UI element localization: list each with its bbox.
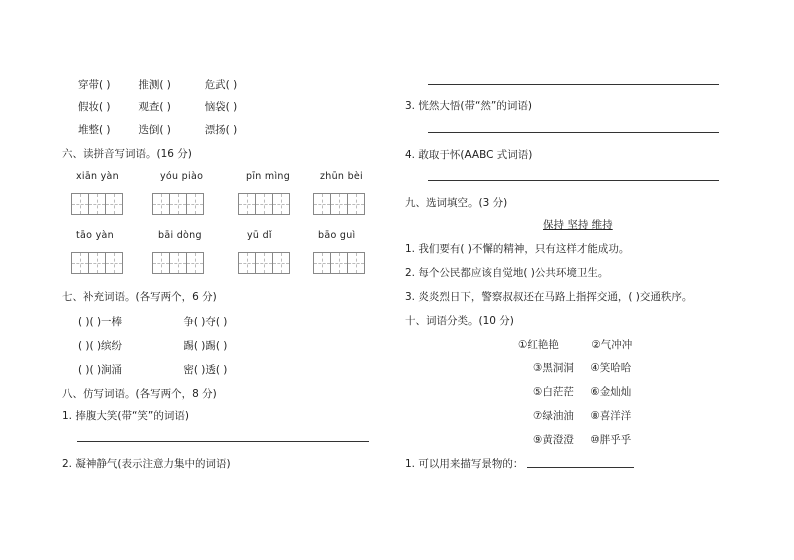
question-8-2: 2. 凝神静气(表示注意力集中的词语) xyxy=(62,458,231,470)
fill-row-1 xyxy=(78,314,227,329)
answer-line[interactable] xyxy=(527,467,634,468)
word-item: ③黑洞洞 xyxy=(533,362,574,374)
writing-grid[interactable] xyxy=(238,193,289,215)
answer-line[interactable] xyxy=(428,132,719,133)
fill-row-3 xyxy=(78,362,227,377)
pair-row-2 xyxy=(78,99,237,114)
section10-title: 十、词语分类。(10 分) xyxy=(405,315,514,327)
fill-item: ( )( )一棒 xyxy=(78,316,123,328)
writing-grid[interactable] xyxy=(313,193,364,215)
pinyin-label: bāi dòng xyxy=(158,230,202,241)
word-row xyxy=(533,384,631,399)
question-8-1: 1. 捧腹大笑(带“笑”的词语) xyxy=(62,410,189,422)
writing-grid[interactable] xyxy=(152,252,203,274)
pair-item: 危武( ) xyxy=(204,79,238,91)
sentence-9-2: 2. 每个公民都应该自觉地( )公共环境卫生。 xyxy=(405,267,609,279)
pinyin-label: bāo guì xyxy=(318,230,356,241)
pair-item: 观查( ) xyxy=(138,101,171,113)
writing-grid[interactable] xyxy=(71,193,122,215)
question-10-1: 1. 可以用来描写景物的： xyxy=(405,458,524,470)
pair-row-1 xyxy=(78,77,237,92)
sentence-9-3: 3. 炎炎烈日下，警察叔叔还在马路上指挥交通，( )交通秩序。 xyxy=(405,291,693,303)
pair-item: 漂扬( ) xyxy=(204,124,238,136)
word-item: ⑩胖乎乎 xyxy=(590,434,632,446)
answer-line[interactable] xyxy=(428,180,719,181)
word-row xyxy=(533,360,631,375)
pair-item: 假妆( ) xyxy=(78,101,111,113)
pair-item: 堆整( ) xyxy=(78,124,111,136)
pinyin-label: xiān yàn xyxy=(76,171,119,182)
word-item: ②气冲冲 xyxy=(591,339,633,351)
pair-item: 恼袋( ) xyxy=(204,101,238,113)
fill-item: ( )( )涧涌 xyxy=(78,364,123,376)
pair-item: 迭倒( ) xyxy=(138,124,171,136)
fill-item: ( )( )缤纷 xyxy=(78,340,123,352)
word-options: 保持 坚持 维持 xyxy=(543,219,613,231)
word-item: ⑤白茫茫 xyxy=(533,386,574,398)
word-item: ④笑哈哈 xyxy=(590,362,632,374)
word-item: ①红艳艳 xyxy=(518,339,559,351)
pinyin-label: zhūn bèi xyxy=(320,171,363,182)
fill-row-2 xyxy=(78,338,227,353)
pinyin-label: yū dǐ xyxy=(247,230,272,241)
pinyin-label: yóu piào xyxy=(160,171,204,182)
writing-grid[interactable] xyxy=(313,252,364,274)
answer-line[interactable] xyxy=(77,441,369,442)
word-row xyxy=(533,408,631,423)
writing-grid[interactable] xyxy=(71,252,122,274)
question-8-3: 3. 恍然大悟(带“然”的词语) xyxy=(405,100,532,112)
pinyin-label: pīn mìng xyxy=(246,171,291,182)
answer-line[interactable] xyxy=(428,84,719,85)
word-item: ⑨黄澄澄 xyxy=(533,434,574,446)
section6-title: 六、读拼音写词语。(16 分) xyxy=(62,148,192,160)
section7-title: 七、补充词语。(各写两个，6 分) xyxy=(62,291,217,303)
sentence-9-1: 1. 我们要有( )不懈的精神，只有这样才能成功。 xyxy=(405,243,630,255)
fill-item: 密( )透( ) xyxy=(183,364,228,376)
section8-title: 八、仿写词语。(各写两个，8 分) xyxy=(62,388,217,400)
pair-item: 推测( ) xyxy=(138,79,171,91)
word-item: ⑦绿油油 xyxy=(533,410,574,422)
question-8-4: 4. 敢取于怀(AABC 式词语) xyxy=(405,149,533,161)
fill-item: 争( )夺( ) xyxy=(183,316,228,328)
word-item: ⑥金灿灿 xyxy=(590,386,632,398)
word-row xyxy=(518,337,632,352)
pair-row-3 xyxy=(78,122,237,137)
word-row xyxy=(533,432,631,447)
word-item: ⑧喜洋洋 xyxy=(590,410,632,422)
pinyin-label: tāo yàn xyxy=(76,230,114,241)
fill-item: 踢( )踢( ) xyxy=(183,340,228,352)
writing-grid[interactable] xyxy=(238,252,289,274)
pair-item: 穿带( ) xyxy=(78,79,111,91)
writing-grid[interactable] xyxy=(152,193,203,215)
section9-title: 九、选词填空。(3 分) xyxy=(405,197,508,209)
